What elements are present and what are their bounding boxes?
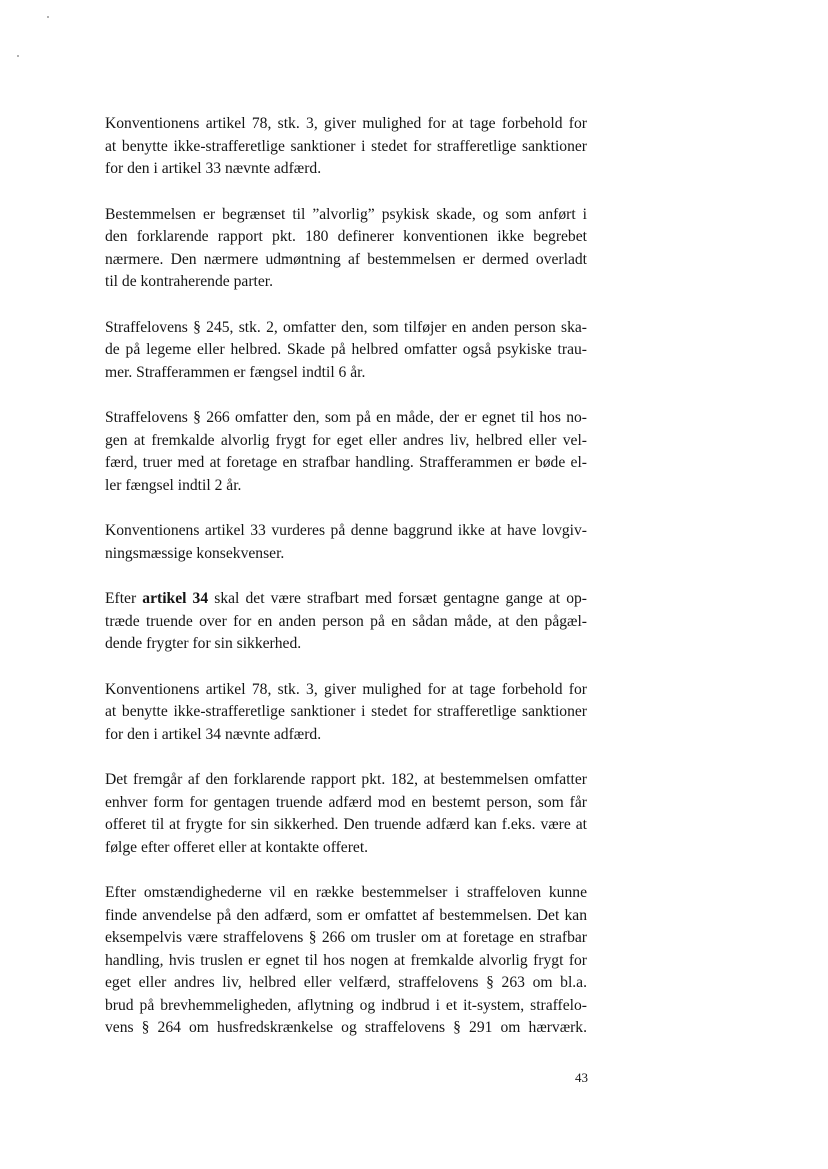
text-line: mer. Strafferammen er fængsel indtil 6 år. (105, 363, 366, 381)
paragraph-2 (105, 204, 587, 294)
text-line: træde truende over for en anden person på en sådan måde, at den pågæl- (105, 612, 587, 630)
paragraph-4 (105, 407, 587, 497)
text-line: Det fremgår af den forklarende rapport pkt. 182, at bestemmelsen omfatter (105, 771, 587, 788)
paragraph-6 (105, 588, 587, 656)
text-line: handling, hvis truslen er egnet til hos nogen at fremkalde alvorlig frygt for (105, 951, 587, 969)
text-run: Efter (105, 590, 143, 607)
text-line: offeret til at frygte for sin sikkerhed. Den truende adfærd kan f.eks. være at (105, 816, 587, 833)
text-line: finde anvendelse på den adfærd, som er omfattet af bestemmelsen. Det kan (105, 906, 587, 924)
text-line: for den i artikel 33 nævnte adfærd. (105, 160, 322, 177)
text-line (105, 588, 587, 611)
page-number: 43 (575, 1070, 588, 1085)
text-line: den forklarende rapport pkt. 180 definerer konventionen ikke begrebet (105, 228, 587, 245)
text-line: gen at fremkalde alvorlig frygt for eget eller andres liv, helbred eller vel- (105, 431, 587, 449)
text-line: Straffelovens § 245, stk. 2, omfatter den, som tilføjer en anden person ska- (105, 318, 587, 336)
text-line: eget eller andres liv, helbred eller velfærd, straffelovens § 263 om bl.a. (105, 974, 587, 991)
article-reference: artikel 34 (142, 590, 209, 607)
text-line: nærmere. Den nærmere udmøntning af bestemmelsen er dermed overladt (105, 250, 587, 268)
text-line: eksempelvis være straffelovens § 266 om trusler om at foretage en strafbar (105, 929, 587, 946)
text-line: Konventionens artikel 78, stk. 3, giver mulighed for at tage forbehold for (105, 680, 587, 698)
body-text (105, 113, 587, 1063)
text-line: ler fængsel indtil 2 år. (105, 476, 242, 494)
text-line: ningsmæssige konsekvenser. (105, 544, 285, 562)
paragraph-8 (105, 769, 587, 859)
text-line: enhver form for gentagen truende adfærd mod en bestemt person, som får (105, 793, 587, 811)
text-run: skal det være strafbart med forsæt gentagne gange at op- (208, 590, 587, 607)
text-line: følge efter offeret eller at kontakte offeret. (105, 838, 369, 856)
text-line: Bestemmelsen er begrænset til ”alvorlig” psykisk skade, og som anført i (105, 205, 587, 223)
text-line: at benytte ikke-strafferetlige sanktioner i stedet for strafferetlige sanktioner (105, 703, 587, 720)
paragraph-1 (105, 113, 587, 181)
text-line: færd, truer med at foretage en strafbar handling. Strafferammen er bøde el- (105, 454, 587, 471)
paragraph-9 (105, 882, 587, 1040)
text-line: Konventionens artikel 33 vurderes på denne baggrund ikke at have lovgiv- (105, 522, 587, 539)
paragraph-3 (105, 317, 587, 385)
scan-speck (47, 16, 49, 18)
paragraph-7 (105, 679, 587, 747)
text-line: dende frygter for sin sikkerhed. (105, 635, 302, 652)
scan-speck (17, 55, 19, 57)
text-line: Efter omstændighederne vil en række bestemmelser i straffeloven kunne (105, 884, 587, 901)
text-line: for den i artikel 34 nævnte adfærd. (105, 725, 322, 743)
text-line: brud på brevhemmeligheden, aflytning og indbrud i et it-system, straffelo- (105, 996, 587, 1014)
paragraph-5 (105, 520, 587, 565)
text-line: Straffelovens § 266 omfatter den, som på en måde, der er egnet til hos no- (105, 409, 587, 426)
text-line: de på legeme eller helbred. Skade på helbred omfatter også psykiske trau- (105, 341, 587, 358)
text-line: vens § 264 om husfredskrænkelse og straffelovens § 291 om hærværk. (105, 1019, 587, 1036)
text-line: Konventionens artikel 78, stk. 3, giver mulighed for at tage forbehold for (105, 115, 587, 132)
text-line: til de kontraherende parter. (105, 273, 273, 290)
text-line: at benytte ikke-strafferetlige sanktioner i stedet for strafferetlige sanktioner (105, 137, 587, 155)
